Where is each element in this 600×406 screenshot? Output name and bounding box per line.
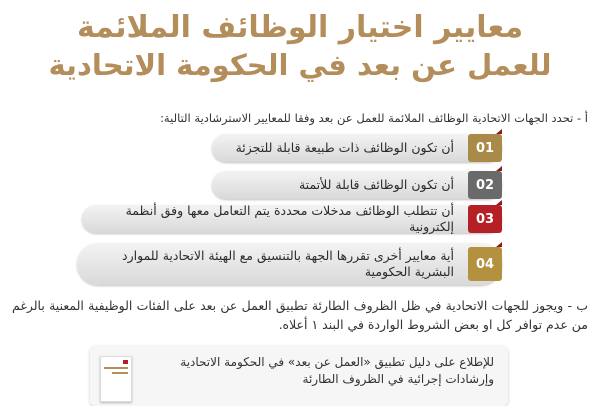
guide-link-card[interactable] xyxy=(90,346,508,406)
criterion-number-badge: 01 xyxy=(468,134,502,162)
title-line-1: معايير اختيار الوظائف الملائمة xyxy=(76,10,524,45)
intro-text: أ - تحدد الجهات الاتحادية الوظائف الملائمة للعمل عن بعد وفقا للمعايير الاسترشادية التالية: xyxy=(160,111,588,125)
page-title xyxy=(0,10,600,83)
cover-subtitle-bar xyxy=(112,372,128,374)
guide-text: للإطلاع على دليل تطبيق «العمل عن بعد» في الحكومة الاتحادية وإرشادات إجرائية في الظروف الطارئة xyxy=(180,355,494,387)
title-line-2: للعمل عن بعد في الحكومة الاتحادية xyxy=(48,48,552,82)
cover-title-bar xyxy=(104,367,128,369)
criterion-item-1 xyxy=(212,134,502,162)
criterion-number-badge: 04 xyxy=(468,247,502,281)
guide-cover-thumbnail[interactable] xyxy=(100,356,132,402)
criterion-item-3 xyxy=(82,205,502,233)
criterion-number-badge: 03 xyxy=(468,205,502,233)
criterion-item-2 xyxy=(212,171,502,199)
exception-paragraph: ب - ويجوز للجهات الاتحادية في ظل الظروف الطارئة تطبيق العمل عن بعد على الفئات الوظيفية المعنية بالرغم من عدم توافر كل او بعض الشروط الواردة في البند ١ أعلاه. xyxy=(12,298,588,333)
criterion-text: أن تتطلب الوظائف مدخلات محددة يتم التعامل معها وفق أنظمة إلكترونية xyxy=(125,203,454,234)
criterion-text: أية معايير أخرى تقررها الجهة بالتنسيق مع الهيئة الاتحادية للموارد البشرية الحكومية xyxy=(122,248,454,279)
cover-logo-icon xyxy=(123,360,128,364)
criterion-item-4 xyxy=(77,243,502,285)
criterion-number-badge: 02 xyxy=(468,171,502,199)
criterion-text: أن تكون الوظائف ذات طبيعة قابلة للتجزئة xyxy=(235,140,454,156)
criterion-text: أن تكون الوظائف قابلة للأتمتة xyxy=(298,177,454,193)
